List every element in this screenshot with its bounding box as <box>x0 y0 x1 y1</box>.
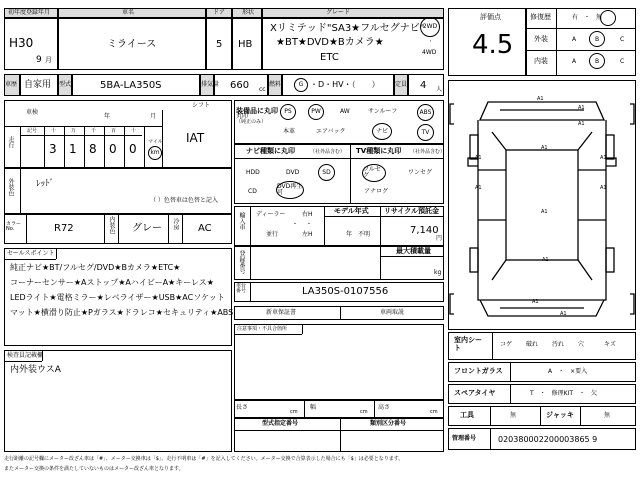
equip-leather: 本革 <box>283 128 296 135</box>
door-label: ドア <box>213 9 225 16</box>
height-label: 高さ <box>378 404 391 411</box>
door-value: 5 <box>216 39 223 50</box>
import-parallel: 並行 <box>266 231 279 238</box>
exterior-a: A <box>572 36 577 43</box>
model-label: 型式 <box>59 81 72 88</box>
import-label: 輸入車 <box>238 212 245 230</box>
footer-line-1: 走行距離の記号欄にメーター改ざん車は「#」、メーター交換車は「$」、走行不明車は「#」を記入してください。メーター交換で合算表示した場合にも「$」は必要となります。 <box>4 456 404 462</box>
drive-2wd-circle: 2WD <box>420 17 440 37</box>
equip-navi-circle: ナビ <box>372 123 392 140</box>
type-designation-label: 型式指定番号 <box>262 420 299 427</box>
repair-label: 修復歴 <box>530 13 551 21</box>
damage-label: A1 <box>600 155 607 161</box>
exterior-selected-circle <box>589 31 605 47</box>
damage-label: A1 <box>532 299 539 305</box>
grade-label: グレード <box>326 9 351 16</box>
reg-year-value: H30 <box>9 36 34 50</box>
jack-value: 無 <box>604 412 611 419</box>
registration-label: 登録番号 <box>238 250 245 274</box>
capacity-value: 4 <box>420 80 427 91</box>
equip-airbag: エアバック <box>316 128 346 135</box>
model-year-value: 年 不明 <box>346 231 371 238</box>
equip-tv-circle: TV <box>417 124 434 141</box>
chassis-label: 車台番号 <box>236 283 247 294</box>
grade-header <box>262 8 444 18</box>
import-dealer: ディーラー <box>256 211 286 218</box>
equip-abs-circle: ABS <box>417 104 434 121</box>
capacity-unit: 人 <box>436 86 443 93</box>
digit-divider <box>64 126 65 168</box>
mile-label: マイル <box>148 139 163 145</box>
sales-points-label: セールスポイント <box>7 250 55 257</box>
chassis-value: LA350S-0107556 <box>302 286 389 297</box>
notes-block <box>234 324 444 400</box>
tv-fullseg-circle: フルセグ <box>362 164 386 182</box>
body-type-label: 形状 <box>242 9 255 16</box>
dimensions-block <box>234 400 444 418</box>
ac-label: 冷房 <box>172 218 179 230</box>
tools-label: 工具 <box>460 411 474 419</box>
damage-label: A1 <box>537 96 544 102</box>
record-label: 記号 <box>27 128 38 134</box>
digit-divider <box>104 126 105 168</box>
equipment-label: 装備品に丸印 <box>236 107 278 115</box>
inspection-year-unit: 年 <box>104 113 111 120</box>
digit-header: 十 <box>51 128 57 134</box>
use-label: 車歴 <box>5 81 18 88</box>
mileage-digit: 8 <box>89 142 97 156</box>
max-load-label: 最大積載量 <box>396 247 431 255</box>
inspection-month-unit: 月 <box>150 113 157 120</box>
recycle-label: リサイクル預託金 <box>384 207 440 215</box>
sales-point-line: マット★横滑り防止★Pガラス★ドラレコ★セキュリティ★ABS <box>10 308 234 317</box>
recycle-unit: 円 <box>436 235 443 242</box>
grade-line-1: Xリミテッド"SA3★フルセグナビ" <box>270 23 425 34</box>
notes-label: 注意事項・不具合箇所 <box>237 326 288 332</box>
damage-label: A1 <box>560 311 567 317</box>
interior-c: C <box>620 58 625 65</box>
repair-selected-circle <box>600 10 616 26</box>
class-number-label: 類別区分番号 <box>370 420 407 427</box>
model-year-label: モデル年式 <box>334 207 369 215</box>
sales-point-line: コーナーセンサー★Aストップ★AハイビーA★キーレス★ <box>10 278 214 287</box>
width-unit: cm <box>360 409 368 415</box>
color-block <box>4 168 232 214</box>
digit-divider <box>84 126 85 168</box>
inspection-label: 車検 <box>26 109 39 116</box>
width-label: 幅 <box>310 404 317 411</box>
inspector-label: 検査員記載欄 <box>7 352 44 359</box>
inspector-text: 内外装ウスA <box>10 365 61 375</box>
color-code-value: R72 <box>54 223 74 234</box>
tv-type-label: TV種類に丸印 <box>356 147 402 155</box>
navi-sd-circle: SD <box>318 164 335 181</box>
length-unit: cm <box>290 409 298 415</box>
interior-selected-circle <box>589 53 605 69</box>
grade-line-3: ETC <box>320 52 339 63</box>
digit-header: 万 <box>71 128 77 134</box>
equip-pw-circle: PW <box>308 104 324 120</box>
seat-item: キズ <box>604 341 616 348</box>
interior-label: 内装色 <box>108 216 115 234</box>
jack-label: ジャッキ <box>546 411 574 419</box>
fuel-label: 燃料 <box>269 81 282 88</box>
displacement-label: 排気量 <box>201 81 220 88</box>
sales-point-line: 純正ナビ★BT/フルセグ/DVD★Bカメラ★ETC★ <box>10 263 181 272</box>
seat-label: 室内シート <box>454 336 482 353</box>
damage-label: A1 <box>542 257 549 263</box>
km-circle: km <box>148 146 162 160</box>
equip-aw: AW <box>340 108 350 115</box>
reg-year-label: 初年度登録年月 <box>8 9 51 16</box>
digit-header: 千 <box>91 128 97 134</box>
score-label: 評価点 <box>480 13 501 21</box>
shift-value: IAT <box>186 131 205 145</box>
travel-label: 走行 <box>7 136 14 148</box>
spare-value: T ・ 修理KIT ・ 欠 <box>530 390 598 397</box>
tv-analog: アナログ <box>364 188 389 195</box>
spare-label: スペアタイヤ <box>454 389 496 397</box>
damage-label: A1 <box>578 105 585 111</box>
navi-dvd: DVD <box>286 169 300 176</box>
damage-label: A1 <box>600 185 607 191</box>
drive-dot: ・ <box>428 39 434 45</box>
fuel-g-circle: G <box>294 78 308 92</box>
sales-point-line: LEDライト★電格ミラー★レベライザー★USB★ACソケット <box>10 293 225 302</box>
mileage-digit: 3 <box>49 142 57 156</box>
color-note: （ ）色替車は色替と記入 <box>150 197 218 204</box>
color-value: ﾚｯﾄﾞ <box>36 179 55 189</box>
interior-a: A <box>572 58 577 65</box>
glass-value: A ・ ×要入 <box>548 368 588 375</box>
navi-cd: CD <box>248 188 257 195</box>
drive-4wd: 4WD <box>422 49 437 56</box>
digit-divider <box>124 126 125 168</box>
manual-label: 車両取説 <box>380 309 405 316</box>
equip-ps-circle: PS <box>280 104 296 120</box>
digit-header: 百 <box>111 128 117 134</box>
navi-type-label: ナビ種類に丸印 <box>246 147 295 155</box>
seat-item: コゲ <box>500 341 513 348</box>
car-diagram <box>448 80 636 330</box>
max-load-unit: kg <box>434 269 442 276</box>
color-code-label: カラーNo. <box>6 221 22 232</box>
navi-hdd: HDD <box>246 169 260 176</box>
grade-line-2: ★BT★DVD★Bカメラ★ <box>276 37 384 48</box>
capacity-label: 定員 <box>395 81 408 88</box>
displacement-unit: cc <box>259 86 266 93</box>
glass-label: フロントガラス <box>454 367 503 375</box>
mgmt-value: 020380002200003865 9 <box>498 435 598 444</box>
model-value: 5BA-LA350S <box>100 80 162 91</box>
equip-sunroof: サンルーフ <box>368 108 398 115</box>
equipment-sub: （純正のみ） <box>236 119 267 125</box>
reg-month-unit: 月 <box>45 56 52 64</box>
mileage-digit: 1 <box>69 142 77 156</box>
footer-line-2: またメーター交換の条件を満たしていないものはメーター改ざん車となります。 <box>4 466 184 472</box>
displacement-value: 660 <box>230 80 250 91</box>
import-right: 右H <box>302 211 313 218</box>
mileage-digit: 0 <box>109 142 117 156</box>
equip-maru: 丸印 <box>236 113 249 120</box>
seat-item: 汚れ <box>552 341 565 348</box>
seat-item: 穴 <box>578 341 585 348</box>
import-dot2: ・ <box>306 221 313 228</box>
damage-label: A1 <box>475 185 482 191</box>
shift-label: シフト <box>192 102 211 109</box>
color-label: 外装色 <box>7 178 14 196</box>
ac-value: AC <box>198 223 212 234</box>
tv-oneseg: ワンセグ <box>408 169 433 176</box>
tools-value: 無 <box>510 412 517 419</box>
digit-divider <box>144 126 145 168</box>
repair-options: 有 ・ 無 <box>572 14 603 21</box>
length-label: 長さ <box>236 404 249 411</box>
seat-item: 破れ <box>526 341 539 348</box>
body-type-value: HB <box>238 39 253 50</box>
digit-header: 十 <box>131 128 137 134</box>
interior-rating-label: 内装 <box>534 57 548 65</box>
damage-label: A1 <box>541 145 548 151</box>
tv-type-sub: （社外品含む） <box>410 149 446 155</box>
import-left: 左H <box>302 231 313 238</box>
car-name-label: 車名 <box>122 9 135 16</box>
mgmt-label: 管理番号 <box>452 435 477 442</box>
car-name-value: ミライース <box>107 39 157 50</box>
navi-dvd-play-circle: DVD再生可 <box>276 181 304 199</box>
exterior-label: 外装 <box>534 35 548 43</box>
damage-label: A1 <box>578 121 585 127</box>
mileage-digit: 0 <box>129 142 137 156</box>
damage-label: A1 <box>541 209 548 215</box>
exterior-b: B <box>595 36 600 43</box>
interior-b: B <box>595 58 600 65</box>
interior-value: グレー <box>132 223 162 234</box>
damage-label: A1 <box>475 155 482 161</box>
navi-type-sub: （社外品含む） <box>310 149 346 155</box>
warranty-label: 新車保証書 <box>266 309 297 316</box>
use-value: 自家用 <box>24 80 52 90</box>
import-dot1: ・ <box>292 221 299 228</box>
fuel-options: ・D・HV・（ ） <box>310 80 380 89</box>
reg-month-value: 9 <box>36 55 42 65</box>
recycle-value: 7,140 <box>410 225 439 236</box>
score-value: 4.5 <box>472 30 514 60</box>
exterior-c: C <box>620 36 625 43</box>
height-unit: cm <box>430 409 438 415</box>
